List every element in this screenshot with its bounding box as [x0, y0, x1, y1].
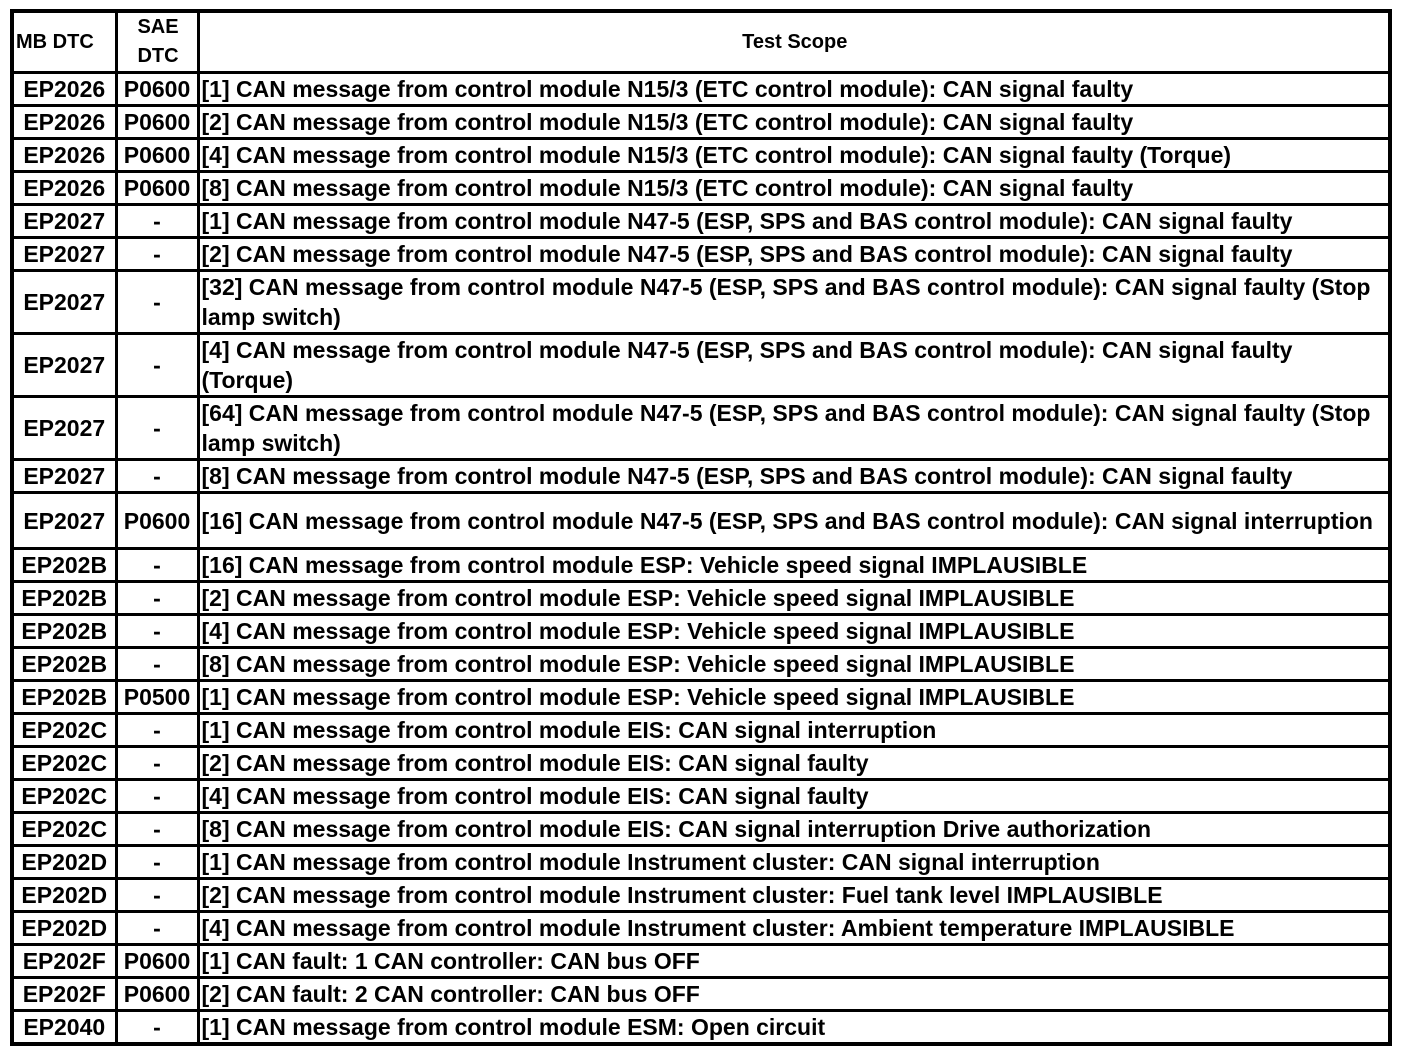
cell-test-scope: [8] CAN message from control module N47-5 (ESP, SPS and BAS control module): CAN signal faulty	[198, 460, 1390, 493]
cell-test-scope: [1] CAN message from control module EIS: CAN signal interruption	[198, 714, 1390, 747]
cell-sae-dtc: -	[116, 912, 198, 945]
cell-mb-dtc: EP2027	[12, 397, 116, 460]
cell-test-scope: [2] CAN message from control module EIS: CAN signal faulty	[198, 747, 1390, 780]
cell-test-scope: [1] CAN message from control module N15/3 (ETC control module): CAN signal faulty	[198, 73, 1390, 106]
cell-mb-dtc: EP2026	[12, 172, 116, 205]
cell-mb-dtc: EP202D	[12, 879, 116, 912]
cell-mb-dtc: EP2026	[12, 139, 116, 172]
cell-sae-dtc: -	[116, 205, 198, 238]
cell-sae-dtc: P0600	[116, 172, 198, 205]
header-mb-dtc: MB DTC	[12, 11, 116, 73]
cell-mb-dtc: EP2027	[12, 493, 116, 549]
table-row	[12, 238, 1390, 271]
cell-test-scope: [16] CAN message from control module ESP: Vehicle speed signal IMPLAUSIBLE	[198, 549, 1390, 582]
header-sae-dtc: SAE DTC	[116, 11, 198, 73]
cell-sae-dtc: -	[116, 238, 198, 271]
table-row	[12, 139, 1390, 172]
cell-test-scope: [1] CAN message from control module Instrument cluster: CAN signal interruption	[198, 846, 1390, 879]
cell-sae-dtc: -	[116, 747, 198, 780]
table-row	[12, 978, 1390, 1011]
cell-sae-dtc: -	[116, 780, 198, 813]
table-row	[12, 1011, 1390, 1045]
table-row	[12, 205, 1390, 238]
cell-mb-dtc: EP202D	[12, 846, 116, 879]
cell-mb-dtc: EP2027	[12, 460, 116, 493]
cell-test-scope: [1] CAN message from control module N47-5 (ESP, SPS and BAS control module): CAN signal faulty	[198, 205, 1390, 238]
cell-test-scope: [2] CAN message from control module N15/3 (ETC control module): CAN signal faulty	[198, 106, 1390, 139]
cell-test-scope: [2] CAN message from control module ESP: Vehicle speed signal IMPLAUSIBLE	[198, 582, 1390, 615]
table-body	[12, 73, 1390, 1045]
cell-sae-dtc: -	[116, 615, 198, 648]
cell-sae-dtc: -	[116, 582, 198, 615]
table-header-row	[12, 11, 1390, 73]
cell-test-scope: [4] CAN message from control module ESP: Vehicle speed signal IMPLAUSIBLE	[198, 615, 1390, 648]
table-row	[12, 397, 1390, 460]
table-row	[12, 945, 1390, 978]
cell-test-scope: [4] CAN message from control module N47-5 (ESP, SPS and BAS control module): CAN signal faulty (Torque)	[198, 334, 1390, 397]
cell-sae-dtc: -	[116, 549, 198, 582]
cell-test-scope: [2] CAN message from control module N47-5 (ESP, SPS and BAS control module): CAN signal faulty	[198, 238, 1390, 271]
cell-sae-dtc: -	[116, 648, 198, 681]
table-row	[12, 73, 1390, 106]
cell-mb-dtc: EP2027	[12, 238, 116, 271]
cell-mb-dtc: EP202F	[12, 978, 116, 1011]
cell-mb-dtc: EP2040	[12, 1011, 116, 1045]
cell-sae-dtc: -	[116, 397, 198, 460]
cell-mb-dtc: EP2026	[12, 73, 116, 106]
table-row	[12, 879, 1390, 912]
cell-mb-dtc: EP202C	[12, 780, 116, 813]
cell-sae-dtc: -	[116, 846, 198, 879]
table-row	[12, 582, 1390, 615]
cell-mb-dtc: EP2026	[12, 106, 116, 139]
cell-test-scope: [4] CAN message from control module Instrument cluster: Ambient temperature IMPLAUSIBLE	[198, 912, 1390, 945]
table-row	[12, 106, 1390, 139]
table-row	[12, 172, 1390, 205]
table-row	[12, 714, 1390, 747]
table-row	[12, 648, 1390, 681]
cell-sae-dtc: P0600	[116, 493, 198, 549]
cell-mb-dtc: EP202B	[12, 648, 116, 681]
cell-test-scope: [64] CAN message from control module N47-5 (ESP, SPS and BAS control module): CAN signal faulty (Stop lamp switch)	[198, 397, 1390, 460]
cell-sae-dtc: -	[116, 1011, 198, 1045]
table-row	[12, 271, 1390, 334]
table-row	[12, 813, 1390, 846]
cell-test-scope: [1] CAN fault: 1 CAN controller: CAN bus OFF	[198, 945, 1390, 978]
cell-sae-dtc: -	[116, 334, 198, 397]
cell-mb-dtc: EP202B	[12, 615, 116, 648]
cell-mb-dtc: EP202B	[12, 549, 116, 582]
cell-mb-dtc: EP202B	[12, 582, 116, 615]
cell-sae-dtc: P0500	[116, 681, 198, 714]
cell-test-scope: [16] CAN message from control module N47-5 (ESP, SPS and BAS control module): CAN signal interruption	[198, 493, 1390, 549]
cell-mb-dtc: EP202D	[12, 912, 116, 945]
cell-sae-dtc: -	[116, 271, 198, 334]
cell-mb-dtc: EP2027	[12, 271, 116, 334]
cell-mb-dtc: EP202F	[12, 945, 116, 978]
cell-mb-dtc: EP2027	[12, 205, 116, 238]
table-row	[12, 334, 1390, 397]
table-row	[12, 493, 1390, 549]
table-row	[12, 615, 1390, 648]
table-row	[12, 912, 1390, 945]
cell-test-scope: [1] CAN message from control module ESP: Vehicle speed signal IMPLAUSIBLE	[198, 681, 1390, 714]
table-row	[12, 460, 1390, 493]
cell-sae-dtc: -	[116, 813, 198, 846]
cell-mb-dtc: EP202C	[12, 813, 116, 846]
cell-sae-dtc: P0600	[116, 945, 198, 978]
cell-mb-dtc: EP202C	[12, 714, 116, 747]
cell-mb-dtc: EP202C	[12, 747, 116, 780]
cell-sae-dtc: -	[116, 714, 198, 747]
cell-test-scope: [8] CAN message from control module EIS: CAN signal interruption Drive authorization	[198, 813, 1390, 846]
cell-sae-dtc: -	[116, 460, 198, 493]
table-row	[12, 681, 1390, 714]
header-test-scope: Test Scope	[198, 11, 1390, 73]
cell-sae-dtc: P0600	[116, 73, 198, 106]
cell-sae-dtc: P0600	[116, 139, 198, 172]
cell-sae-dtc: P0600	[116, 978, 198, 1011]
table-row	[12, 747, 1390, 780]
cell-test-scope: [2] CAN fault: 2 CAN controller: CAN bus OFF	[198, 978, 1390, 1011]
cell-mb-dtc: EP2027	[12, 334, 116, 397]
table-row	[12, 549, 1390, 582]
cell-test-scope: [4] CAN message from control module EIS: CAN signal faulty	[198, 780, 1390, 813]
cell-test-scope: [2] CAN message from control module Instrument cluster: Fuel tank level IMPLAUSIBLE	[198, 879, 1390, 912]
cell-test-scope: [8] CAN message from control module ESP: Vehicle speed signal IMPLAUSIBLE	[198, 648, 1390, 681]
table-row	[12, 780, 1390, 813]
cell-sae-dtc: -	[116, 879, 198, 912]
cell-mb-dtc: EP202B	[12, 681, 116, 714]
cell-test-scope: [4] CAN message from control module N15/3 (ETC control module): CAN signal faulty (Torque)	[198, 139, 1390, 172]
cell-sae-dtc: P0600	[116, 106, 198, 139]
cell-test-scope: [1] CAN message from control module ESM: Open circuit	[198, 1011, 1390, 1045]
table-row	[12, 846, 1390, 879]
cell-test-scope: [32] CAN message from control module N47-5 (ESP, SPS and BAS control module): CAN signal faulty (Stop lamp switch)	[198, 271, 1390, 334]
dtc-table	[10, 9, 1392, 1046]
cell-test-scope: [8] CAN message from control module N15/3 (ETC control module): CAN signal faulty	[198, 172, 1390, 205]
